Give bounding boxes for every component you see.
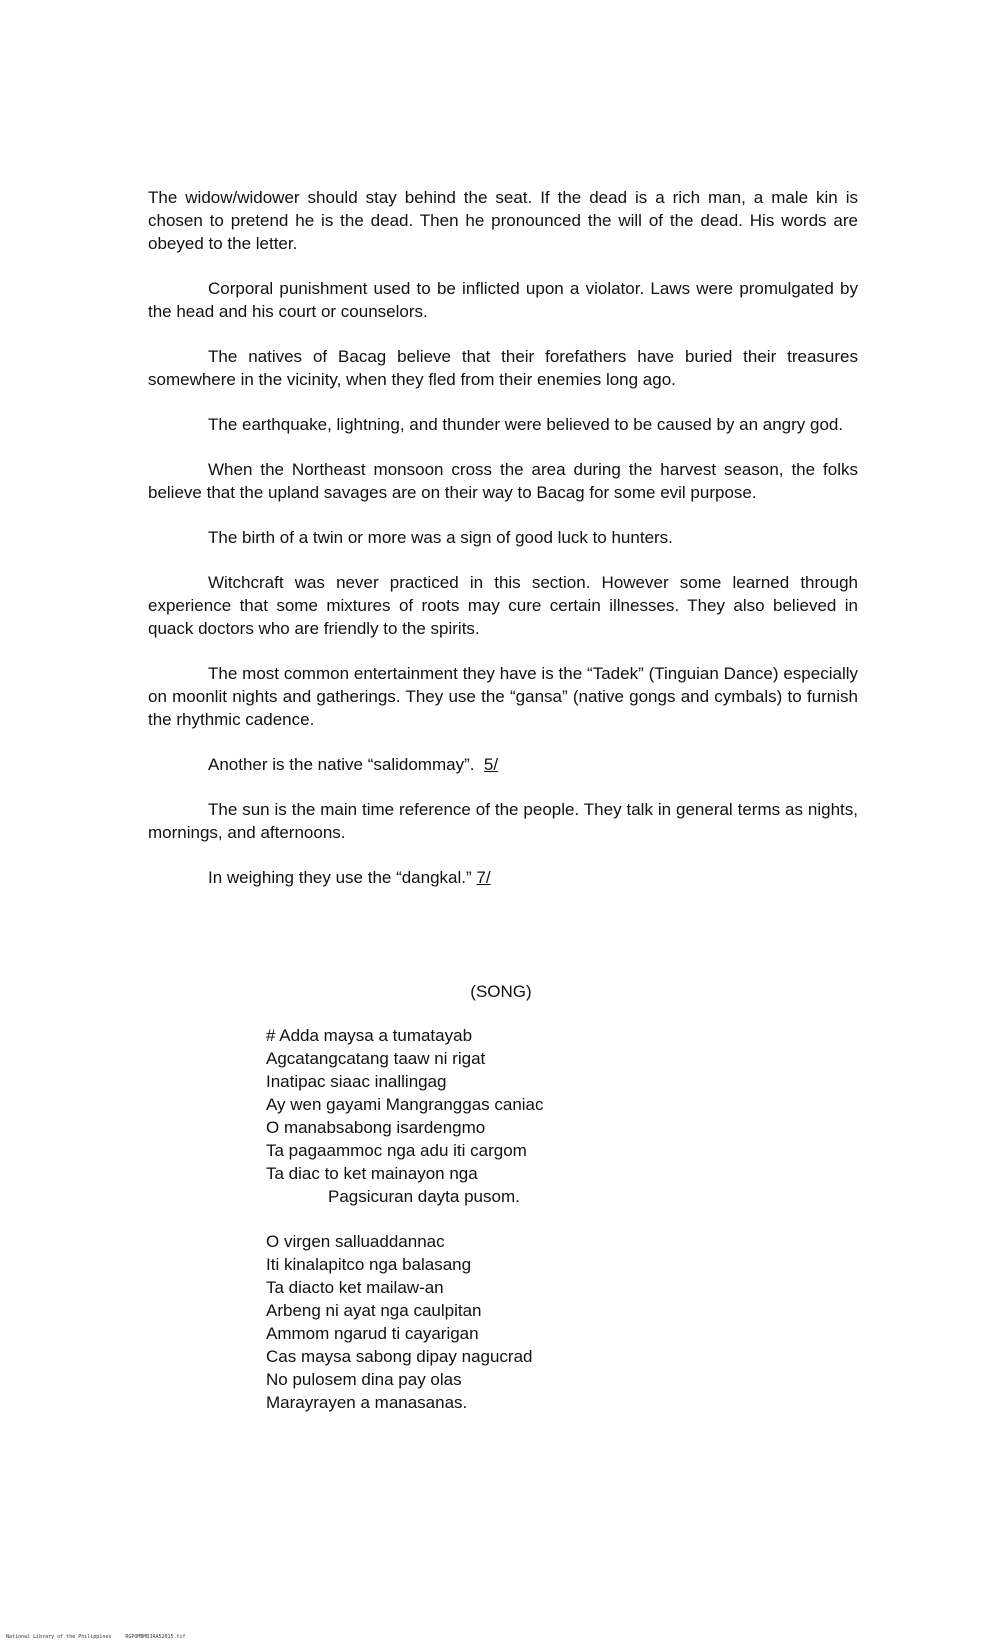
body-text <box>148 186 858 911</box>
paragraph-treasures: The natives of Bacag believe that their forefathers have buried their treasures somewhere in the vicinity, when they fled from their enemies long ago. <box>148 347 858 389</box>
paragraph-twin-birth: The birth of a twin or more was a sign of good luck to hunters. <box>208 528 673 547</box>
verse-line: Ta diacto ket mailaw-an <box>266 1278 444 1297</box>
paragraph-dangkal <box>148 866 858 889</box>
verse-line: O manabsabong isardengmo <box>266 1118 486 1137</box>
salidommay-text: Another is the native “salidommay”. <box>208 755 475 774</box>
verse-line: # Adda maysa a tumatayab <box>266 1026 473 1045</box>
song-heading: (SONG) <box>470 982 532 1001</box>
verse-line: Ammom ngarud ti cayarigan <box>266 1324 479 1343</box>
paragraph-monsoon: When the Northeast monsoon cross the area during the harvest season, the folks believe that the upland savages are on their way to Bacag for some evil purpose. <box>148 460 858 502</box>
verse-line: Arbeng ni ayat nga caulpitan <box>266 1301 482 1320</box>
dangkal-text: In weighing they use the “dangkal.” <box>208 868 472 887</box>
paragraph-entertainment: The most common entertainment they have is the “Tadek” (Tinguian Dance) especially on moonlit nights and gatherings. They use the “gansa” (native gongs and cymbals) to furnish the rhythmic cadence. <box>148 664 858 729</box>
footnote-ref-5: 5/ <box>483 755 499 774</box>
paragraph-punishment: Corporal punishment used to be inflicted upon a violator. Laws were promulgated by the head and his court or counselors. <box>148 279 858 321</box>
verse-line: Cas maysa sabong dipay nagucrad <box>266 1347 533 1366</box>
verse-line: Ay wen gayami Mangranggas caniac <box>266 1095 544 1114</box>
verse-line: Iti kinalapitco nga balasang <box>266 1255 472 1274</box>
footnote-ref-7: 7/ <box>476 868 491 887</box>
song-stanza-1 <box>266 1024 826 1208</box>
verse-line: Ta diac to ket mainayon nga <box>266 1164 478 1183</box>
paragraph-widow: The widow/widower should stay behind the seat. If the dead is a rich man, a male kin is chosen to pretend he is the dead. Then he pronounced the will of the dead. His words are obeyed to the letter. <box>148 188 858 253</box>
verse-line: Agcatangcatang taaw ni rigat <box>266 1049 486 1068</box>
song-lyrics <box>266 1024 826 1436</box>
scan-footer <box>6 1634 186 1640</box>
verse-line: Inatipac siaac inallingag <box>266 1072 447 1091</box>
paragraph-time-reference: The sun is the main time reference of the people. They talk in general terms as nights, mornings, and afternoons. <box>148 800 858 842</box>
verse-line: Pagsicuran dayta pusom. <box>328 1187 520 1206</box>
verse-line: Marayrayen a manasanas. <box>266 1393 468 1412</box>
paragraph-earthquake: The earthquake, lightning, and thunder were believed to be caused by an angry god. <box>208 415 844 434</box>
paragraph-salidommay <box>148 753 858 776</box>
paragraph-witchcraft: Witchcraft was never practiced in this section. However some learned through experience that some mixtures of roots may cure certain illnesses. They also believed in quack doctors who are friendly to the spirits. <box>148 573 858 638</box>
footer-file-id: RGPOMBMDJAA52015.tif <box>125 1634 186 1640</box>
footer-library-name: National Library of the Philippines <box>6 1634 112 1640</box>
verse-line: O virgen salluaddannac <box>266 1232 445 1251</box>
verse-line: No pulosem dina pay olas <box>266 1370 462 1389</box>
song-stanza-2 <box>266 1230 826 1414</box>
verse-line: Ta pagaammoc nga adu iti cargom <box>266 1141 527 1160</box>
